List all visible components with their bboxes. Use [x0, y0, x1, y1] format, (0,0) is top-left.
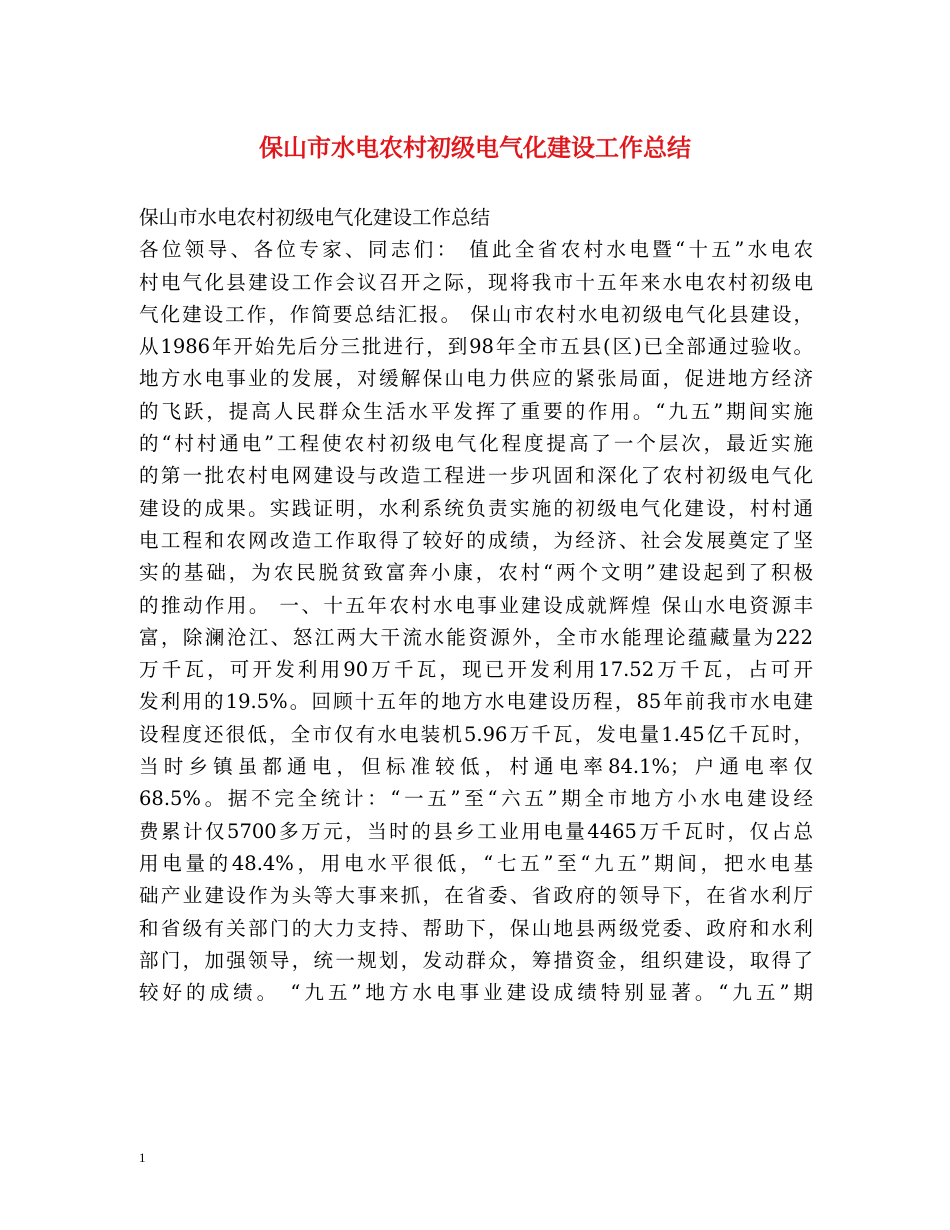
- body-line: 部门，加强领导，统一规划，发动群众，筹措资金，组织建设，取得了: [139, 948, 813, 972]
- body-line: 的飞跃，提高人民群众生活水平发挥了重要的作用。“九五”期间实施: [139, 399, 813, 423]
- body-line: 村电气化县建设工作会议召开之际，现将我市十五年来水电农村初级电: [139, 270, 813, 294]
- body-line: 的第一批农村电网建设与改造工程进一步巩固和深化了农村初级电气化: [139, 464, 813, 488]
- body-line: 各位领导、各位专家、同志们： 值此全省农村水电暨“十五”水电农: [139, 238, 813, 262]
- body-line: 的“村村通电”工程使农村初级电气化程度提高了一个层次，最近实施: [139, 432, 813, 456]
- body-line: 发利用的19.5%。回顾十五年的地方水电建设历程，85年前我市水电建: [139, 690, 813, 714]
- body-line: 保山市水电农村初级电气化建设工作总结: [139, 206, 491, 229]
- body-line: 较好的成绩。 “九五”地方水电事业建设成绩特别显著。“九五”期: [139, 981, 813, 1005]
- body-line: 富，除澜沧江、怒江两大干流水能资源外，全市水能理论蕴藏量为222: [139, 625, 813, 649]
- body-line: 地方水电事业的发展，对缓解保山电力供应的紧张局面，促进地方经济: [139, 367, 813, 391]
- body-line: 和省级有关部门的大力支持、帮助下，保山地县两级党委、政府和水利: [139, 916, 813, 940]
- body-line: 费累计仅5700多万元，当时的县乡工业用电量4465万千瓦时，仅占总: [139, 819, 813, 843]
- body-line: 础产业建设作为头等大事来抓，在省委、省政府的领导下，在省水利厅: [139, 884, 813, 908]
- document-body: [139, 202, 813, 1009]
- body-line: 68.5%。据不完全统计：“一五”至“六五”期全市地方小水电建设经: [139, 787, 813, 811]
- body-line: 从1986年开始先后分三批进行，到98年全市五县(区)已全部通过验收。: [139, 335, 813, 359]
- body-line: 当时乡镇虽都通电，但标准较低，村通电率84.1%；户通电率仅: [139, 755, 813, 779]
- document-title: 保山市水电农村初级电气化建设工作总结: [259, 133, 691, 162]
- body-line: 万千瓦，可开发利用90万千瓦，现已开发利用17.52万千瓦，占可开: [139, 658, 813, 682]
- body-line: 气化建设工作，作简要总结汇报。 保山市农村水电初级电气化县建设，: [139, 302, 813, 326]
- page-number: 1: [139, 1150, 146, 1165]
- body-line: 电工程和农网改造工作取得了较好的成绩，为经济、社会发展奠定了坚: [139, 528, 813, 552]
- body-line: 的推动作用。 一、十五年农村水电事业建设成就辉煌 保山水电资源丰: [139, 593, 813, 617]
- body-line: 实的基础，为农民脱贫致富奔小康，农村“两个文明”建设起到了积极: [139, 561, 813, 585]
- body-line: 设程度还很低，全市仅有水电装机5.96万千瓦，发电量1.45亿千瓦时，: [139, 722, 813, 746]
- body-line: 用电量的48.4%，用电水平很低，“七五”至“九五”期间，把水电基: [139, 851, 813, 875]
- body-line: 建设的成果。实践证明，水利系统负责实施的初级电气化建设，村村通: [139, 496, 813, 520]
